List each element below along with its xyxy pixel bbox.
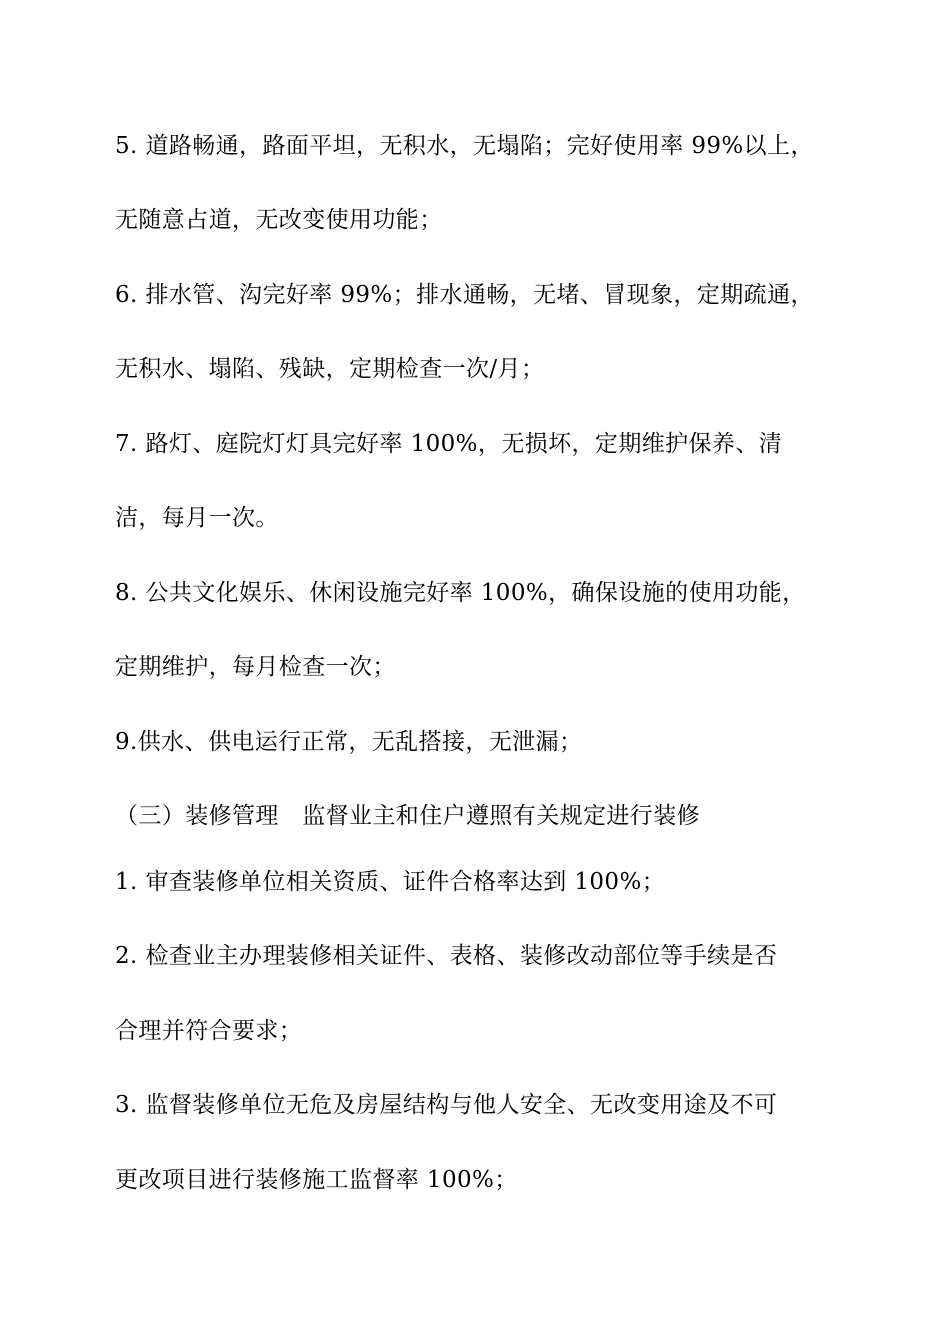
item-6-line-1: 6. 排水管、沟完好率 99%；排水通畅，无堵、冒现象，定期疏通， bbox=[115, 282, 814, 308]
renovation-item-2-line-2: 合理并符合要求； bbox=[115, 1018, 303, 1044]
renovation-item-2-line-1: 2. 检查业主办理装修相关证件、表格、装修改动部位等手续是否 bbox=[115, 943, 778, 969]
item-8-line-2: 定期维护，每月检查一次； bbox=[115, 654, 396, 680]
item-7-line-2: 洁，每月一次。 bbox=[115, 505, 279, 531]
item-9-line: 9.供水、供电运行正常，无乱搭接，无泄漏； bbox=[115, 729, 583, 755]
renovation-item-1-line: 1. 审查装修单位相关资质、证件合格率达到 100%； bbox=[115, 869, 666, 895]
renovation-item-3-line-2: 更改项目进行装修施工监督率 100%； bbox=[115, 1167, 518, 1193]
item-6-line-2: 无积水、塌陷、残缺，定期检查一次/月； bbox=[115, 356, 545, 382]
renovation-item-3-line-1: 3. 监督装修单位无危及房屋结构与他人安全、无改变用途及不可 bbox=[115, 1092, 778, 1118]
item-5-line-2: 无随意占道，无改变使用功能； bbox=[115, 207, 443, 233]
section-heading-renovation: （三）装修管理 监督业主和住户遵照有关规定进行装修 bbox=[115, 803, 700, 829]
item-5-line-1: 5. 道路畅通，路面平坦，无积水，无塌陷；完好使用率 99%以上， bbox=[115, 133, 814, 159]
item-7-line-1: 7. 路灯、庭院灯灯具完好率 100%，无损坏，定期维护保养、清 bbox=[115, 431, 783, 457]
item-8-line-1: 8. 公共文化娱乐、休闲设施完好率 100%，确保设施的使用功能， bbox=[115, 580, 806, 606]
